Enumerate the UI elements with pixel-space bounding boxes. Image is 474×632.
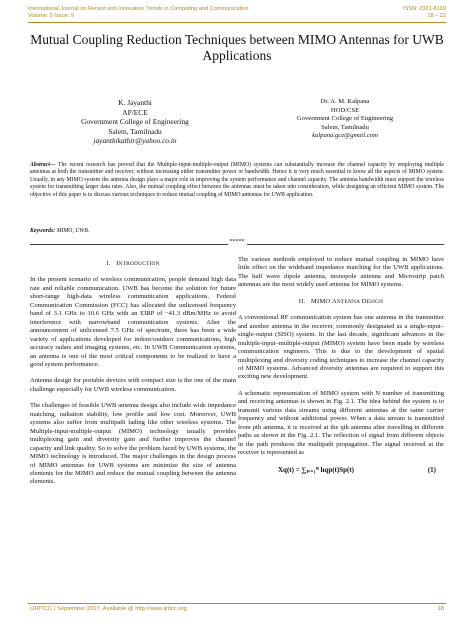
header-left: [28, 6, 248, 20]
header-rule: [28, 22, 446, 23]
right-column: [238, 256, 444, 474]
header-right: [403, 6, 446, 20]
paragraph: The challenges of feasible UWB antenna design also include wide impedance matching, radiation stability, low profile and low cost. Moreover, UWB systems also suffer from multipath fading like other wireless systems. The Multiple-input-multiple-output (MIMO) technology usually provides multiplexing gain and diversity gain and further improves the channel capacity and link quality. So to solve the problem faced by UWB systems, the MIMO technology is introduced. The major challenges in the design process of MIMO antennas for UWB systems are minimize the size of antenna elements for the MIMO and reduce the mutual coupling between the antenna elements.: [30, 402, 236, 486]
heading-rest: NTRODUCTION: [118, 261, 160, 267]
keywords-label: Keywords:: [30, 228, 56, 234]
author-location: Salem, Tamilnadu: [321, 123, 369, 131]
section-heading-mimo-antenna-design: [238, 298, 444, 306]
author-position: HOD/CSE: [330, 106, 360, 114]
equation-number: (1): [427, 465, 436, 474]
abstract: [30, 162, 444, 199]
heading-initial: I: [116, 260, 119, 267]
abstract-text: The recent research has proved that the Multiple-input-multiple-output (MIMO) systems can substantially increase the channel capacity by employing multiple antennas at both the transmitter and receiver, without increasing either transmitter power or bandwidth. Hence it is very much essential to know all the aspects of MIMO system. Usually, in any MIMO system the antenna design plays a major role in improving the system performance and channel capacity. The antenna bandwidth must support the wireless system for transmitting larger data rates. Also, the mutual coupling effect between the antennas must be taken into consideration, while designing an efficient MIMO system. The objective of this paper is to discuss various techniques to reduce mutual coupling of MIMO antennas for UWB application.: [30, 162, 444, 198]
divider-stars-text: *****: [229, 239, 245, 245]
heading-part: ESIGN: [366, 298, 384, 305]
author-email[interactable]: kalpana.gce@gmail.com: [312, 132, 378, 140]
heading-part: NTENNA: [336, 298, 362, 305]
section-number: I.: [106, 260, 111, 267]
section-number: II.: [298, 297, 306, 305]
author-position: AP/ECE: [122, 107, 148, 117]
abstract-lead: Abstract—: [30, 162, 56, 168]
heading-part: MIMO A: [310, 297, 337, 305]
footer-rule: [28, 603, 446, 604]
author-name: K. Jayanthi: [118, 98, 152, 107]
footer-citation[interactable]: IJRITCC | September 2017, Available @ http://www.ijritcc.org: [30, 606, 187, 612]
paper-title: Mutual Coupling Reduction Techniques between MIMO Antennas for UWB Applications: [30, 32, 444, 63]
keywords: [30, 228, 89, 234]
paragraph: The various methods employed to reduce mutual coupling in MIMO have little effect on the wideband impedance matching for the UWB applications. The half wave dipole antenna, monopole antenna and Microstrip patch antennas are the most widely used antenna for MIMO systems.: [238, 256, 444, 289]
volume-issue: Volume: 5 Issue: 9: [28, 13, 75, 19]
journal-name: International Journal on Recent and Innovation Trends in Computing and Communication: [28, 6, 249, 12]
paragraph: In the present scenario of wireless communication, people demand high data rate and reliable communication. UWB has become the solution for future short-range high-data wireless communication applications. Federal Communication Commission (FCC) has allocated the unlicensed frequency band of 3.1 GHz to 10.6 GHz with an EIRP of −41.3 dBm/MHz to avoid interference with narrowband communication systems. After the announcement of unlicensed 7.5 GHz of spectrum, there has been a wide variety of applications developed for indoor/outdoor communications, high accuracy radars and imaging systems, etc. In UWB Communication systems, an antenna is one of the most critical components to be realized to have a good system performance.: [30, 276, 236, 368]
author-affiliation: Government College of Engineering: [81, 117, 189, 127]
paragraph: A schematic representation of MIMO system with N number of transmitting and receiving antennas is shown in Fig. 2.1. The idea behind the system is to transmit various data streams using different antennas at the same carrier frequency and without additional power. When a data stream is transmitted from pth antenna, it is received at the qth antenna after travelling in different paths as shown in the Fig. 2.1. The reflection of signal from different objects in the path produces the multipath propagation. The signal received at the receiver is represented as: [238, 389, 444, 457]
author-location: Salem, Tamilnadu: [108, 126, 162, 136]
equation-1: [278, 466, 436, 474]
page-number: 18: [437, 606, 444, 612]
author-affiliation: Government College of Engineering: [296, 115, 394, 123]
page-range: 18 – 22: [427, 13, 446, 19]
equation-body: Xq(t) = ∑ₚ₌₁ᴺ hqp(t)Sp(t): [278, 465, 354, 474]
issn: ISSN: 2321-8169: [403, 6, 446, 12]
page-footer: [30, 606, 444, 612]
paragraph: Antenna design for portable devices with compact size is the one of the main challenge especially for UWB wireless communication.: [30, 377, 236, 393]
keywords-value: MIMO, UWB.: [55, 228, 90, 234]
author-email[interactable]: jayanthikathir@yahoo.co.in: [93, 136, 177, 146]
running-header: [28, 6, 446, 26]
author-block-2: [270, 98, 420, 141]
divider-stars: [0, 239, 474, 245]
heading-part: D: [361, 297, 367, 305]
section-heading-introduction: [30, 260, 236, 268]
left-column: [30, 256, 236, 495]
author-block-1: [60, 98, 210, 146]
author-name: Dr. A. M. Kalpana: [320, 98, 370, 105]
paragraph: A conventional RF communication system has one antenna in the transmitter and another antenna in the receiver, commonly designated as a single-input–single-output (SISO) system. In the last decade, significant advances in the multiple-input–multiple-output (MIMO) system have been made by wireless communication engineers. This is due to the development of spatial multiplexing and diversity coding techniques to increase the channel capacity of MIMO systems. Advanced diversity antennas are required to support this exciting new development.: [238, 314, 444, 381]
